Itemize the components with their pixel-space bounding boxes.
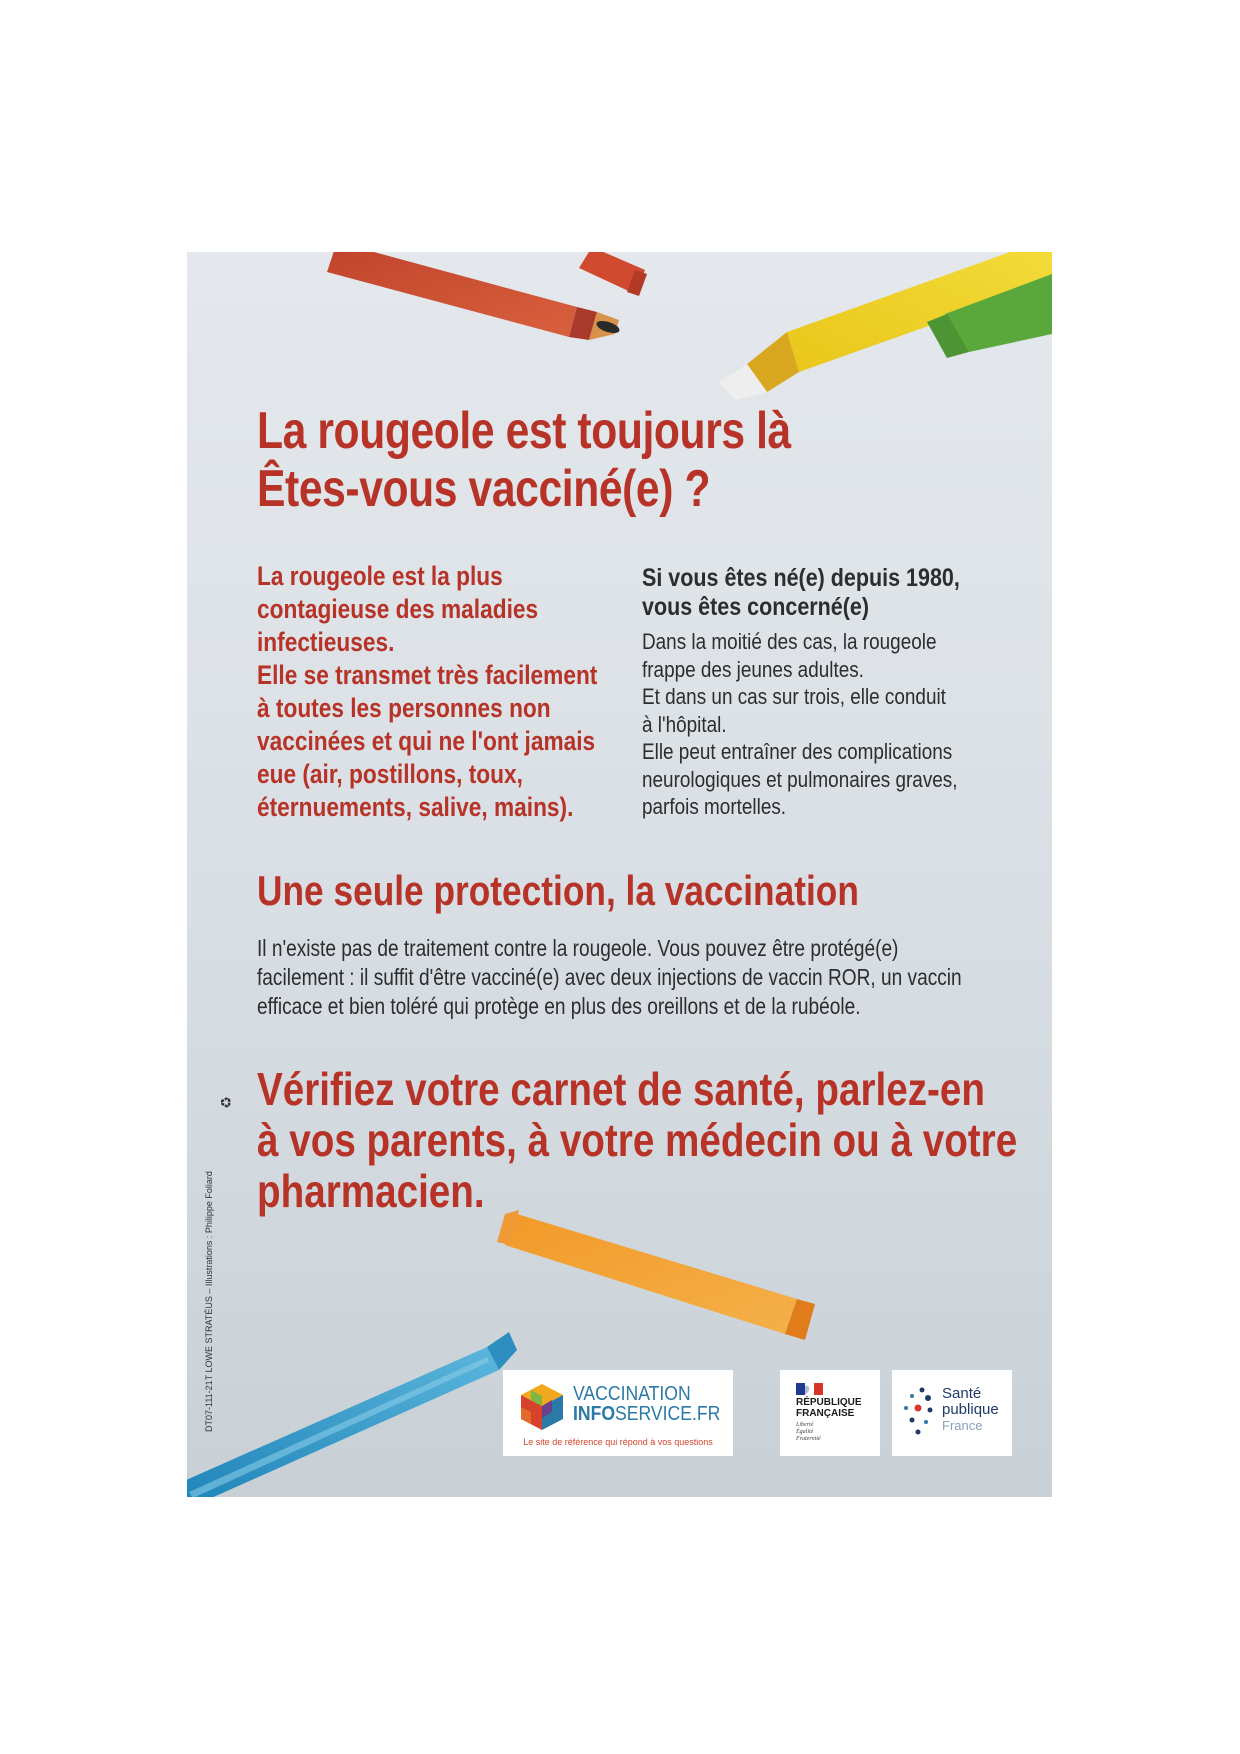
concern-heading bbox=[642, 564, 986, 622]
cta-line: pharmacien. bbox=[257, 1165, 485, 1217]
intro-paragraph bbox=[257, 560, 610, 824]
vaccination-logo-tagline: Le site de référence qui répond à vos questions bbox=[523, 1437, 713, 1447]
intro-line: à toutes les personnes non bbox=[257, 693, 551, 723]
vaccination-logo-service: SERVICE.FR bbox=[615, 1403, 721, 1425]
republique-motto-line: Liberté bbox=[796, 1422, 814, 1428]
marianne-flag-icon bbox=[796, 1383, 823, 1395]
orange-marker-illustration bbox=[497, 1210, 815, 1340]
intro-line: Elle se transmet très facilement bbox=[257, 660, 598, 690]
intro-line: vaccinées et qui ne l'ont jamais bbox=[257, 726, 596, 756]
vaccination-logo-line2 bbox=[573, 1403, 720, 1425]
republique-francaise-logo bbox=[780, 1370, 880, 1456]
concern-heading-line: vous êtes concerné(e) bbox=[642, 593, 870, 621]
sante-line: publique bbox=[942, 1401, 999, 1418]
blue-marker-illustration bbox=[187, 1332, 517, 1497]
sante-line: Santé bbox=[942, 1385, 982, 1402]
concern-line: Elle peut entraîner des complications bbox=[642, 739, 953, 764]
intro-line: éternuements, salive, mains). bbox=[257, 792, 574, 822]
measles-poster bbox=[187, 252, 1052, 1497]
sante-publique-dots-icon bbox=[902, 1386, 938, 1438]
protection-heading: Une seule protection, la vaccination bbox=[257, 867, 859, 914]
republique-motto-line: Égalité bbox=[796, 1429, 814, 1435]
concern-body bbox=[642, 628, 986, 821]
protection-line: efficace et bien toléré qui protège en plus des oreillons et de la rubéole. bbox=[257, 993, 861, 1019]
intro-line: eue (air, postillons, toux, bbox=[257, 759, 523, 789]
vaccination-logo-line1: VACCINATION bbox=[573, 1383, 691, 1405]
protection-line: Il n'existe pas de traitement contre la rougeole. Vous pouvez être protégé(e) bbox=[257, 935, 899, 961]
call-to-action bbox=[257, 1064, 1017, 1217]
concern-line: frappe des jeunes adultes. bbox=[642, 656, 864, 682]
republique-name-line: FRANÇAISE bbox=[796, 1408, 855, 1419]
title-line: Êtes-vous vacciné(e) ? bbox=[257, 460, 711, 518]
recycle-icon: ♻ bbox=[217, 1096, 234, 1109]
concern-heading-line: Si vous êtes né(e) depuis 1980, bbox=[642, 564, 960, 592]
republique-motto-line: Fraternité bbox=[796, 1436, 821, 1442]
title-line: La rougeole est toujours là bbox=[257, 402, 791, 460]
concern-section bbox=[642, 564, 986, 821]
print-credit-text: DT07-111-21T LOWE STRATÉUS – Illustrations : Philippe Foliard bbox=[204, 1171, 214, 1432]
print-credit bbox=[203, 1171, 217, 1752]
cta-line: Vérifiez votre carnet de santé, parlez-en bbox=[257, 1063, 985, 1115]
republique-motto bbox=[796, 1422, 821, 1443]
republique-name bbox=[796, 1397, 862, 1419]
red-marker-illustration bbox=[327, 252, 621, 340]
concern-line: Et dans un cas sur trois, elle conduit bbox=[642, 684, 946, 709]
sante-line: France bbox=[942, 1418, 983, 1433]
poster-title bbox=[257, 402, 880, 518]
vaccination-info-service-logo bbox=[503, 1370, 733, 1456]
concern-line: à l'hôpital. bbox=[642, 711, 727, 737]
republique-name-line: RÉPUBLIQUE bbox=[796, 1397, 862, 1408]
concern-line: parfois mortelles. bbox=[642, 794, 787, 819]
concern-line: neurologiques et pulmonaires graves, bbox=[642, 766, 958, 792]
intro-line: contagieuse des maladies bbox=[257, 594, 539, 624]
sante-publique-france-logo bbox=[892, 1370, 1012, 1456]
intro-line: infectieuses. bbox=[257, 627, 395, 657]
red-cap-illustration bbox=[579, 252, 647, 296]
concern-line: Dans la moitié des cas, la rougeole bbox=[642, 629, 937, 654]
protection-paragraph bbox=[257, 934, 962, 1021]
protection-line: facilement : il suffit d'être vacciné(e) avec deux injections de vaccin ROR, un vaccin bbox=[257, 964, 962, 990]
sante-publique-text bbox=[942, 1386, 999, 1434]
vaccination-cube-icon bbox=[517, 1382, 567, 1432]
intro-line: La rougeole est la plus bbox=[257, 561, 503, 591]
vaccination-logo-info: INFO bbox=[573, 1403, 616, 1425]
cta-line: à vos parents, à votre médecin ou à votre bbox=[257, 1114, 1018, 1166]
